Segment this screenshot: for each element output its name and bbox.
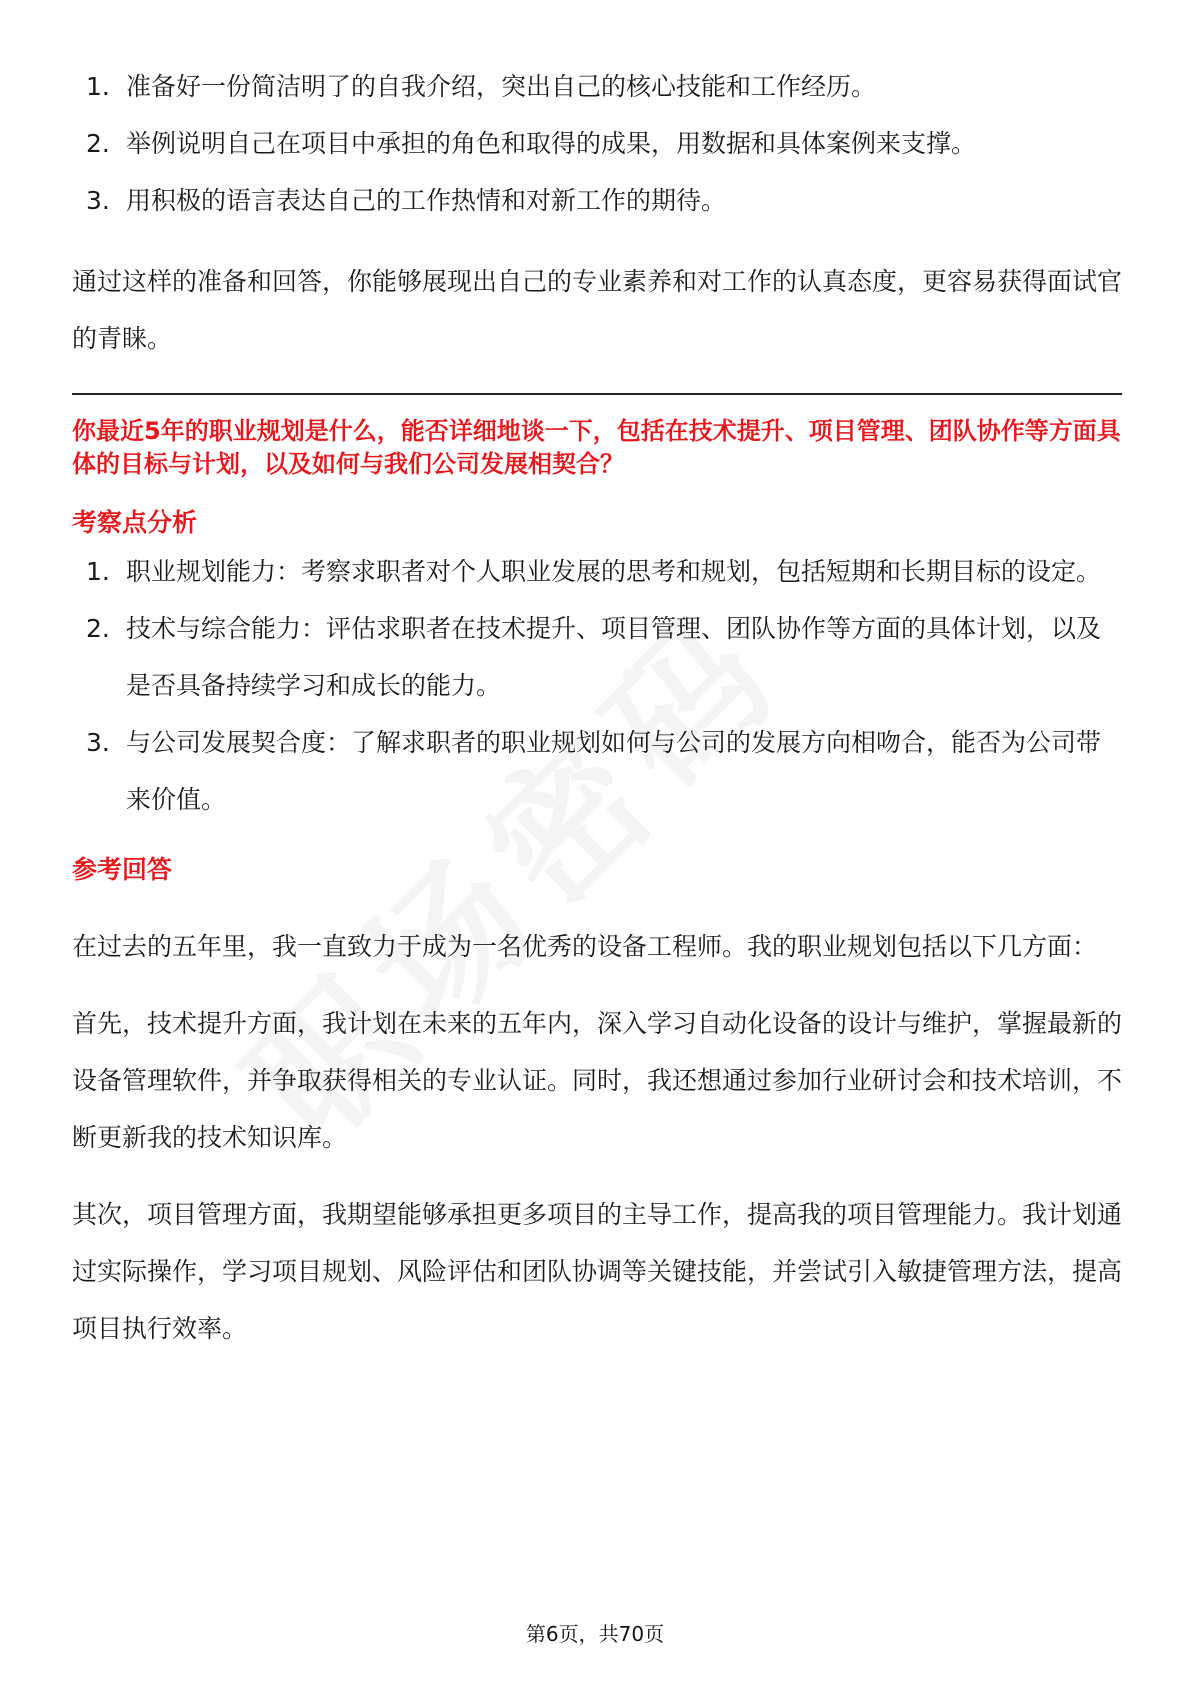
list-item-number: 1. (86, 557, 110, 586)
list-item-number: 3. (86, 186, 110, 215)
answer-paragraph: 其次，项目管理方面，我期望能够承担更多项目的主导工作，提高我的项目管理能力。我计划通过实际操作，学习项目规划、风险评估和团队协调等关键技能，并尝试引入敏捷管理方法，提高项目执行效率。 (72, 1200, 1123, 1343)
list-item-text: 职业规划能力：考察求职者对个人职业发展的思考和规划，包括短期和长期目标的设定。 (126, 557, 1102, 586)
list-item-text: 举例说明自己在项目中承担的角色和取得的成果，用数据和具体案例来支撑。 (126, 129, 977, 158)
list-item-text: 用积极的语言表达自己的工作热情和对新工作的期待。 (126, 186, 727, 215)
list-item-text: 准备好一份简洁明了的自我介绍，突出自己的核心技能和工作经历。 (126, 72, 877, 101)
list-item-number: 2. (86, 129, 110, 158)
list-item-text: 与公司发展契合度：了解求职者的职业规划如何与公司的发展方向相吻合，能否为公司带来价值。 (126, 728, 1102, 814)
section-divider (72, 393, 1122, 395)
list-item (72, 714, 1122, 828)
analysis-heading: 考察点分析 (72, 508, 198, 537)
list-item (72, 115, 1122, 172)
list-item (72, 58, 1122, 115)
page-number: 第6页，共70页 (525, 1622, 665, 1646)
intro-list (72, 58, 1122, 229)
page-content (72, 58, 1122, 1357)
list-item (72, 600, 1122, 714)
interview-question: 你最近5年的职业规划是什么，能否详细地谈一下，包括在技术提升、项目管理、团队协作等方面具体的目标与计划，以及如何与我们公司发展相契合？ (72, 417, 1121, 478)
list-item-text: 技术与综合能力：评估求职者在技术提升、项目管理、团队协作等方面的具体计划，以及是否具备持续学习和成长的能力。 (126, 614, 1102, 700)
answer-paragraph: 在过去的五年里，我一直致力于成为一名优秀的设备工程师。我的职业规划包括以下几方面： (72, 932, 1098, 961)
summary-paragraph: 通过这样的准备和回答，你能够展现出自己的专业素养和对工作的认真态度，更容易获得面试官的青睐。 (72, 267, 1123, 353)
list-item-number: 3. (86, 728, 110, 757)
answer-heading: 参考回答 (72, 855, 173, 884)
answer-paragraph: 首先，技术提升方面，我计划在未来的五年内，深入学习自动化设备的设计与维护，掌握最新的设备管理软件，并争取获得相关的专业认证。同时，我还想通过参加行业研讨会和技术培训，不断更新我的技术知识库。 (72, 1009, 1123, 1152)
list-item-number: 1. (86, 72, 110, 101)
list-item (72, 543, 1122, 600)
list-item-number: 2. (86, 614, 110, 643)
list-item (72, 172, 1122, 229)
analysis-list (72, 543, 1122, 828)
